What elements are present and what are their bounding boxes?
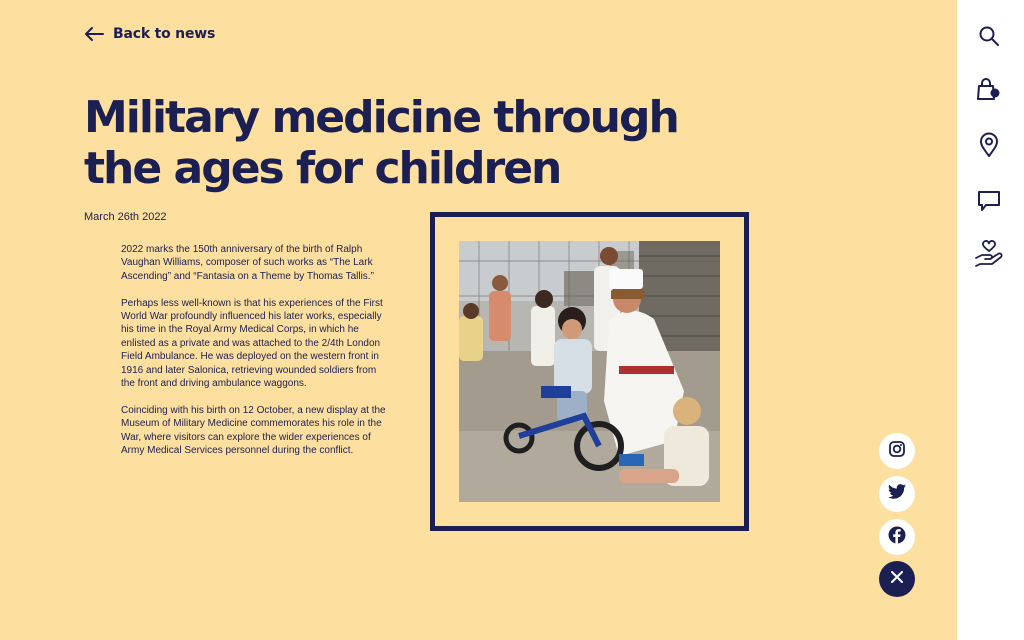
article-photo <box>459 241 720 502</box>
article-date: March 26th 2022 <box>84 211 167 223</box>
arrow-left-icon <box>84 26 104 42</box>
back-to-news-label: Back to news <box>113 26 216 42</box>
instagram-icon <box>889 441 905 462</box>
close-share-button[interactable] <box>879 561 915 597</box>
twitter-share-button[interactable] <box>879 476 915 512</box>
article-paragraph: 2022 marks the 150th anniversary of the birth of Ralph Vaughan Williams, composer of such works as “The Lark Ascending” and “Fantasia on a Theme by Thomas Tallis.” <box>121 244 374 282</box>
instagram-share-button[interactable] <box>879 433 915 469</box>
facebook-share-button[interactable] <box>879 519 915 555</box>
twitter-icon <box>888 484 906 504</box>
back-to-news-link[interactable] <box>84 24 215 44</box>
donate-icon[interactable] <box>973 238 1005 270</box>
facebook-icon <box>888 526 906 549</box>
shopping-bag-icon[interactable] <box>973 74 1005 106</box>
article-title: Military medicine through the ages for children <box>84 92 678 194</box>
close-icon <box>890 570 904 589</box>
article-body <box>121 243 389 471</box>
search-icon[interactable] <box>973 20 1005 52</box>
article-paragraph: Perhaps less well-known is that his experiences of the First World War profoundly influenced his later works, especially his time in the Royal Army Medical Corps, in which he enlisted as a private and was attached to the 2/4th London Field Ambulance. He was deployed on the western front in 1916 and later Salonica, retrieving wounded soldiers from the front and driving ambulance waggons. <box>121 297 383 390</box>
location-pin-icon[interactable] <box>973 129 1005 161</box>
chat-icon[interactable] <box>973 185 1005 217</box>
article-paragraph: Coinciding with his birth on 12 October, a new display at the Museum of Military Medicine commemorates his role in the War, where visitors can explore the wider experiences of Army Medical Services personnel during the conflict. <box>121 404 386 457</box>
